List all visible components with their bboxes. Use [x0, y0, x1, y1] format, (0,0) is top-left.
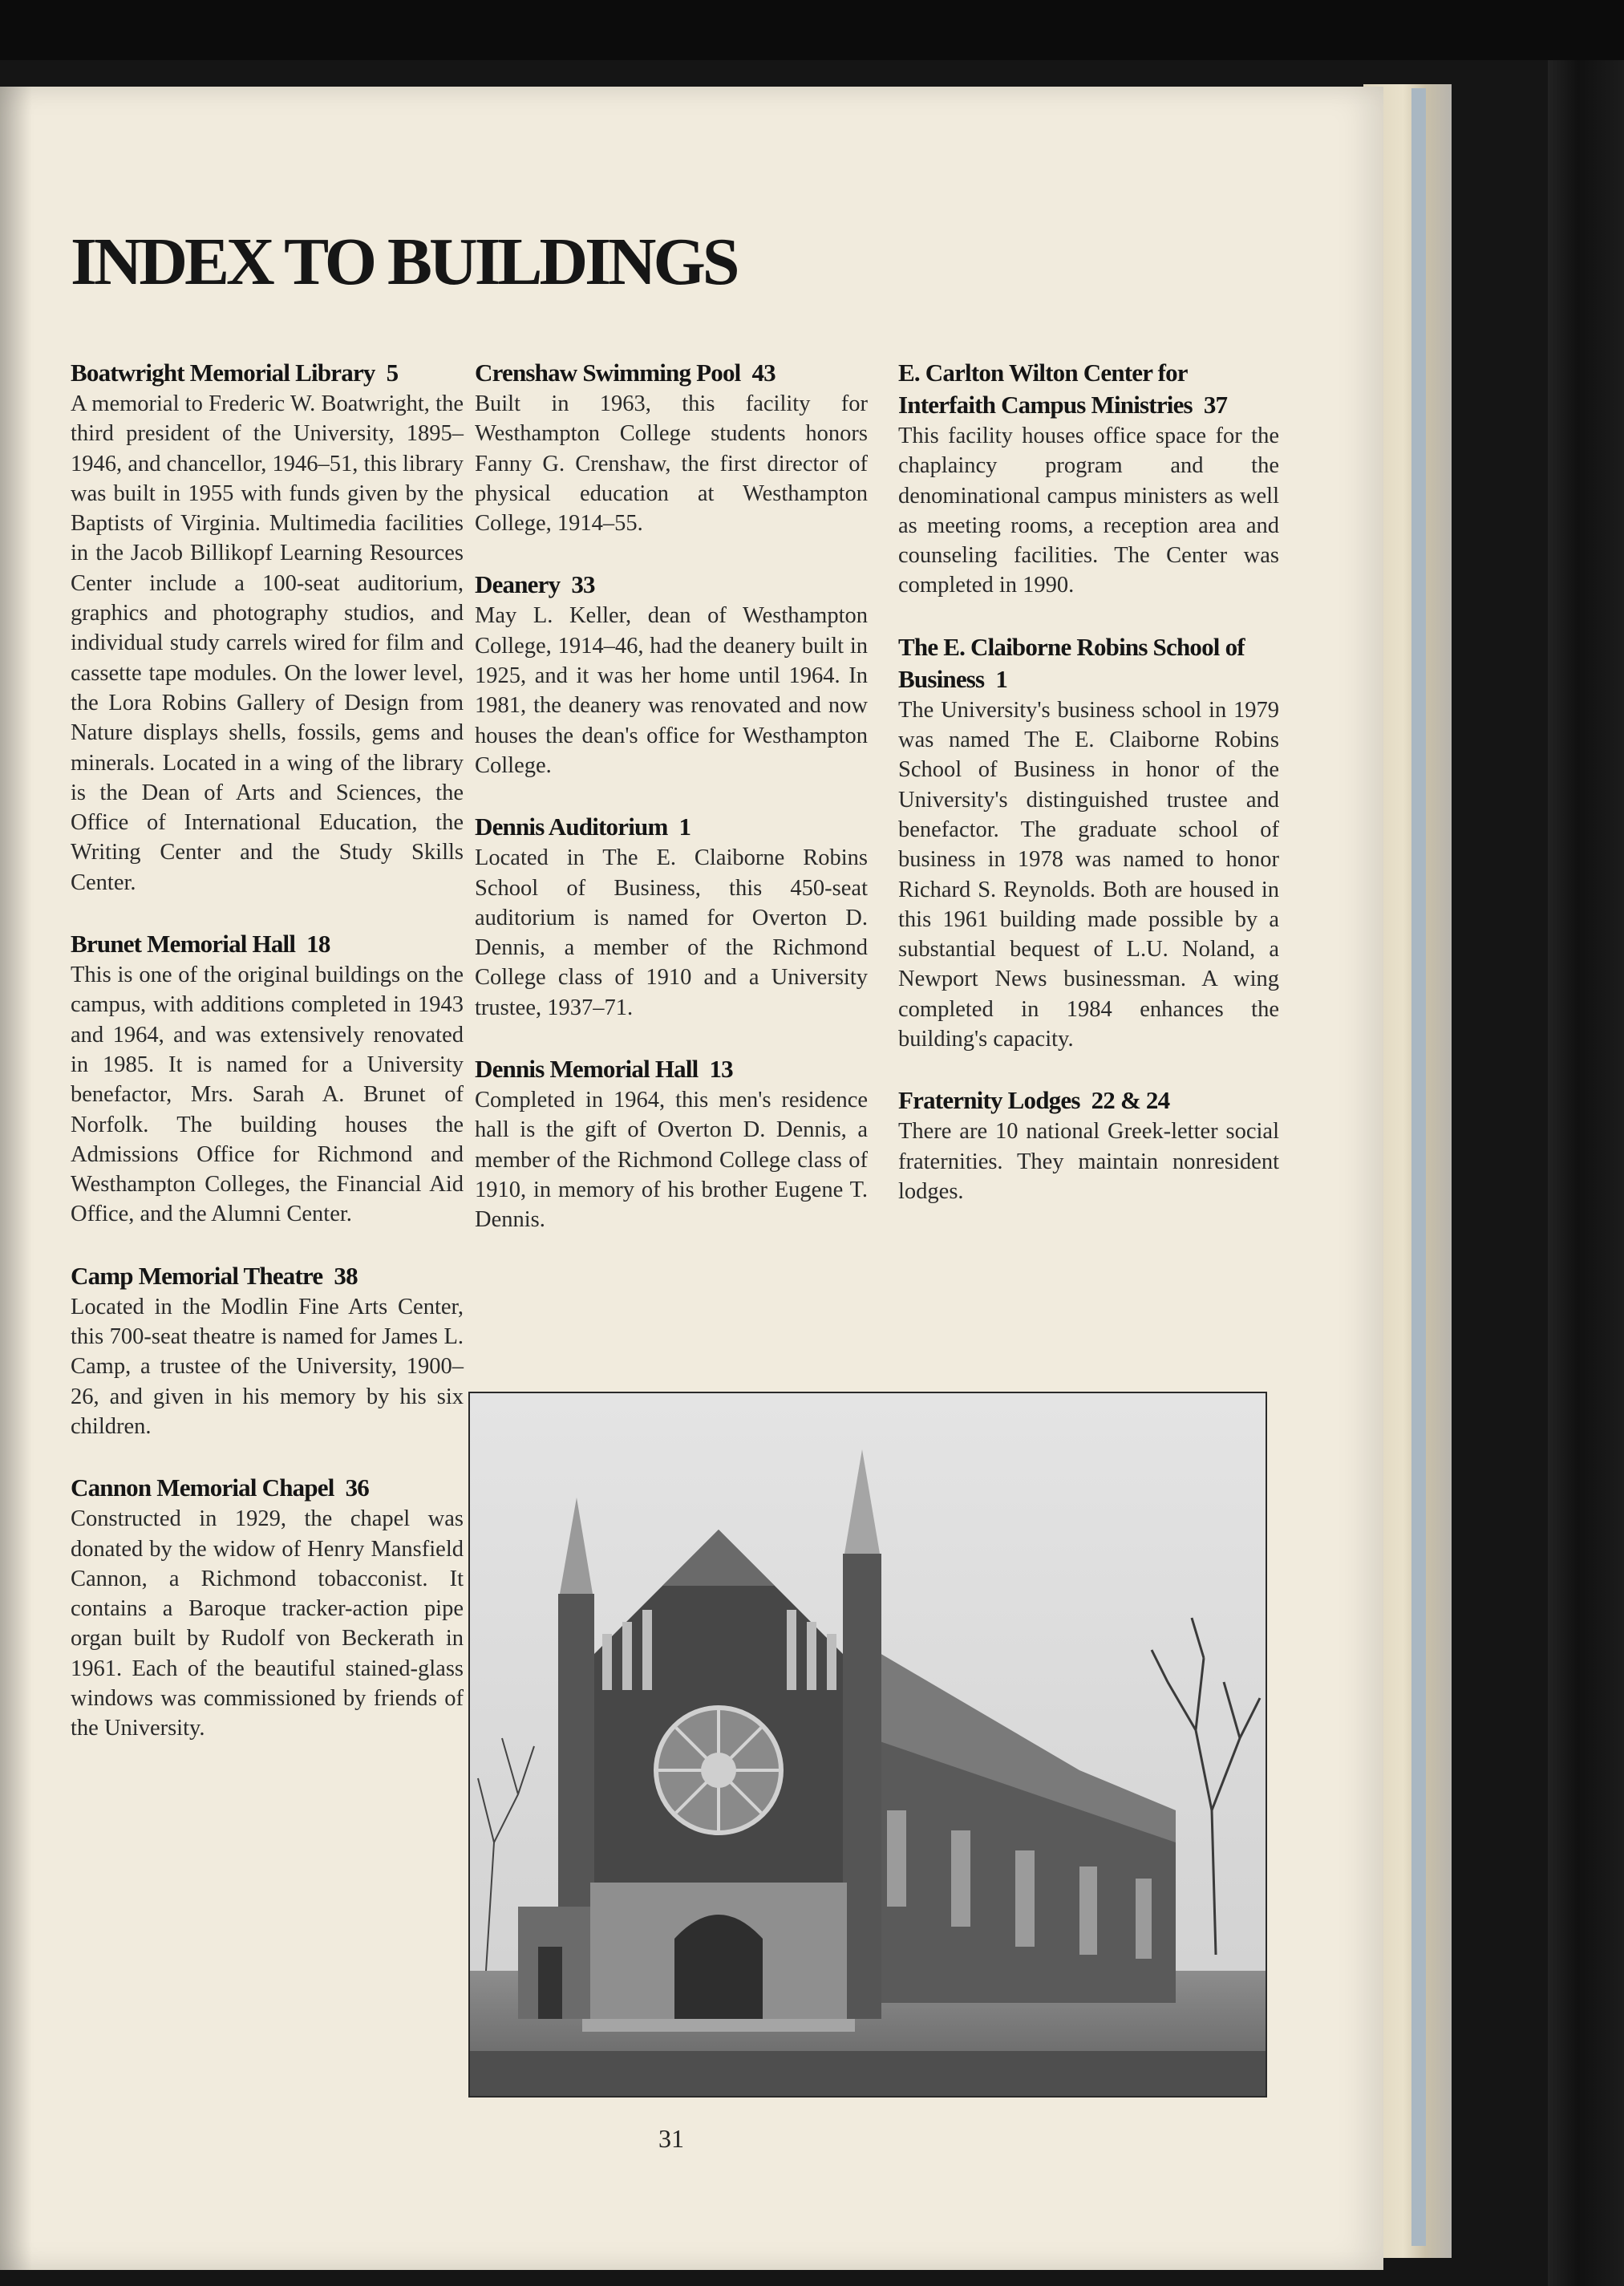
building-entry: [475, 357, 868, 538]
map-number: 33: [571, 570, 595, 599]
building-heading: [71, 928, 464, 960]
map-number: 18: [306, 930, 330, 959]
map-number: 5: [386, 359, 399, 387]
steps: [582, 2019, 855, 2032]
chapel-photograph: [468, 1392, 1267, 2098]
building-entry: [475, 569, 868, 780]
building-name: Brunet Memorial Hall: [71, 930, 296, 959]
building-name: Dennis Auditorium: [475, 813, 668, 841]
rose-window-center: [701, 1753, 736, 1788]
map-number: 37: [1203, 391, 1228, 419]
side-door: [538, 1947, 562, 2019]
building-entry: [71, 1472, 464, 1743]
binder-edge: [1548, 60, 1624, 2286]
door: [674, 1915, 763, 2019]
building-entry: [898, 631, 1279, 1055]
map-number: 38: [334, 1261, 358, 1290]
column-3: [898, 357, 1279, 1237]
building-description: Completed in 1964, this men's residence hall is the gift of Overton D. Dennis, a member of the Richmond College class of 1910, in memory of his brother Eugene T. Dennis.: [475, 1088, 868, 1233]
building-heading: [475, 811, 868, 843]
map-number: 43: [751, 359, 776, 387]
page-title: INDEX TO BUILDINGS: [71, 225, 737, 299]
building-heading: [71, 1260, 464, 1292]
map-number: 1: [678, 813, 691, 841]
building-name: E. Carlton Wilton Center for Interfaith Campus Ministries: [898, 359, 1193, 419]
page-stack-tab: [1411, 88, 1426, 2246]
path: [470, 2051, 1266, 2096]
map-number: 1: [995, 664, 1008, 693]
building-heading: [475, 357, 868, 389]
building-description: This facility houses office space for the chaplaincy program and the denominational campus ministers as well as meeting rooms, a reception area and counseling facilities. The Center was completed in 1990.: [898, 424, 1279, 598]
building-description: May L. Keller, dean of Westhampton College, 1914–46, had the deanery built in 1925, and it was her home until 1964. In 1981, the deanery was renovated and now houses the dean's office for Westhampton College.: [475, 603, 868, 778]
page-number: 31: [658, 2124, 684, 2153]
building-name: Fraternity Lodges: [898, 1086, 1080, 1115]
chapel-illustration: [470, 1393, 1266, 2096]
building-heading: [475, 1053, 868, 1085]
building-heading: [71, 357, 464, 389]
column-1: [71, 357, 464, 1774]
map-number: 36: [345, 1473, 369, 1502]
building-name: Crenshaw Swimming Pool: [475, 359, 741, 387]
building-description: Located in The E. Claiborne Robins School of Business, this 450-seat auditorium is named for Overton D. Dennis, a member of the Richmond College class of 1910 and a University trustee, 1937–71.: [475, 845, 868, 1020]
building-name: The E. Claiborne Robins School of Business: [898, 632, 1245, 693]
building-entry: [71, 1260, 464, 1441]
building-description: Constructed in 1929, the chapel was donated by the widow of Henry Mansfield Cannon, a Richmond tobacconist. It contains a Baroque tracker-action pipe organ built by Rudolf von Beckerath in 1961. Each of the beautiful stained-glass windows was commissioned by friends of the University.: [71, 1506, 464, 1741]
building-entry: [475, 1053, 868, 1234]
building-entry: [71, 928, 464, 1230]
building-heading: [71, 1472, 464, 1504]
building-heading: [898, 357, 1279, 421]
building-entry: [898, 357, 1279, 601]
building-name: Cannon Memorial Chapel: [71, 1473, 334, 1502]
building-description: Built in 1963, this facility for Westhampton College students honors Fanny G. Crenshaw, the first director of physical education at Westhampton College, 1914–55.: [475, 391, 868, 537]
column-2: [475, 357, 868, 1266]
building-description: Located in the Modlin Fine Arts Center, this 700-seat theatre is named for James L. Camp, a trustee of the University, 1900–26, and given in his memory by his six children.: [71, 1294, 464, 1439]
building-name: Deanery: [475, 570, 561, 599]
building-heading: [898, 631, 1279, 695]
building-description: The University's business school in 1979 was named The E. Claiborne Robins School of Business in honor of the University's distinguished trustee and benefactor. The graduate school of business in 1978 was named to honor Richard S. Reynolds. Both are housed in this 1961 building made possible by a substantial bequest of L.U. Noland, a Newport News businessman. A wing completed in 1984 enhances the building's capacity.: [898, 697, 1279, 1052]
building-entry: [71, 357, 464, 898]
building-description: A memorial to Frederic W. Boatwright, the third president of the University, 1895–1946, and chancellor, 1946–51, this library was built in 1955 with funds given by the Baptists of Virginia. Multimedia facilities in the Jacob Billikopf Learning Resources Center include a 100-seat auditorium, graphics and photography studios, and individual study carrels wired for film and cassette tape modules. On the lower level, the Lora Robins Gallery of Design from Nature displays shells, fossils, gems and minerals. Located in a wing of the library is the Dean of Arts and Sciences, the Office of International Education, the Writing Center and the Study Skills Center.: [71, 391, 464, 895]
map-number: 13: [709, 1055, 733, 1084]
building-description: This is one of the original buildings on the campus, with additions completed in 1943 and 1964, and was extensively renovated in 1985. It is named for a University benefactor, Mrs. Sarah A. Brunet of Norfolk. The building houses the Admissions Office for Richmond and Westhampton Colleges, the Financial Aid Office, and the Alumni Center.: [71, 963, 464, 1227]
building-heading: [475, 569, 868, 601]
right-buttress: [843, 1554, 881, 2019]
building-entry: [898, 1084, 1279, 1206]
building-entry: [475, 811, 868, 1023]
building-name: Dennis Memorial Hall: [475, 1055, 699, 1084]
building-name: Boatwright Memorial Library: [71, 359, 375, 387]
building-description: There are 10 national Greek-letter social fraternities. They maintain nonresident lodges.: [898, 1119, 1279, 1204]
spine-shadow: [0, 87, 32, 2270]
building-heading: [898, 1084, 1279, 1117]
map-number: 22 & 24: [1091, 1086, 1170, 1115]
building-name: Camp Memorial Theatre: [71, 1261, 323, 1290]
